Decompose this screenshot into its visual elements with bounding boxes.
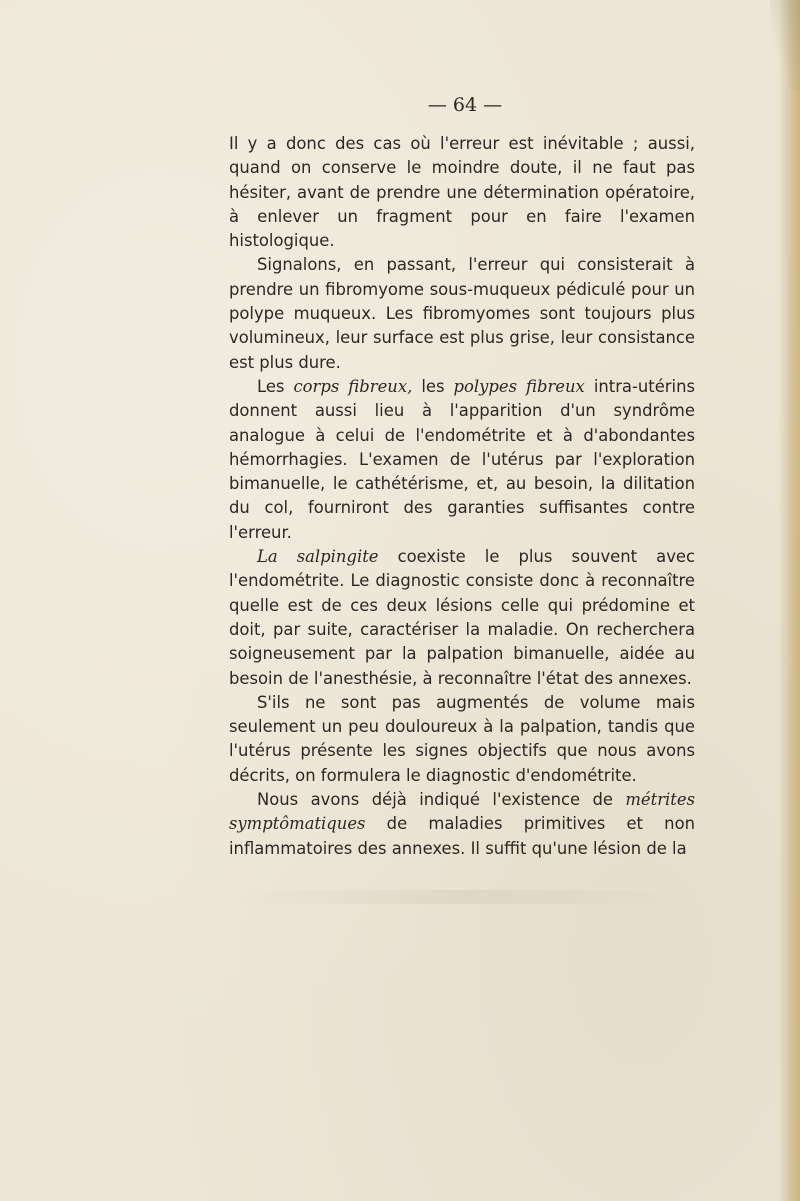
bleed-through-line — [230, 890, 700, 904]
text-run: intra-utérins donnent aussi lieu à l'apparition d'un syndrôme analogue à celui de l'endométrite et à d'abondantes hémorrhagies. L'examen de l'utérus par l'exploration bimanuelle, le cathétérisme, et, au besoin, la dilitation du col, fourniront des garanties suffisantes contre l'erreur. — [229, 376, 696, 542]
paragraph — [229, 788, 695, 861]
text-run: les — [412, 376, 454, 396]
page-corner-stain — [770, 0, 800, 90]
italic-text: corps fibreux, — [293, 376, 413, 396]
italic-text: métrites symptômatiques — [229, 790, 695, 834]
paragraph — [229, 253, 695, 374]
paragraph — [229, 375, 695, 545]
italic-text: La salpingite — [257, 547, 379, 567]
page-number: — 64 — — [427, 94, 503, 116]
text-run: Les — [257, 376, 294, 396]
page-edge-shadow — [778, 0, 800, 1201]
body-text — [229, 132, 695, 861]
text-run: coexiste le plus souvent avec l'endométrite. Le diagnostic consiste donc à reconnaître quelle est de ces deux lésions celle qui prédomine et doit, par suite, caractériser la maladie. On recherchera soigneusement par la palpation bimanuelle, aidée au besoin de l'anesthésie, à reconnaître l'état des annexes. — [229, 547, 695, 688]
text-run: Signalons, en passant, l'erreur qui consisterait à prendre un fibromyome sous-muqueux pédiculé pour un polype muqueux. Les fibromyomes sont toujours plus volumineux, leur surface est plus grise, leur consistance est plus dure. — [229, 255, 695, 372]
text-run: Nous avons déjà indiqué l'existence de — [257, 790, 626, 810]
text-run: Il y a donc des cas où l'erreur est inévitable ; aussi, quand on conserve le moindre doute, il ne faut pas hésiter, avant de prendre une détermination opératoire, à enlever un fragment pour en faire l'examen histologique. — [229, 134, 695, 251]
paragraph — [229, 545, 695, 691]
paragraph — [229, 132, 695, 253]
text-run: S'ils ne sont pas augmentés de volume mais seulement un peu douloureux à la palpation, tandis que l'utérus présente les signes objectifs que nous avons décrits, on formulera le diagnostic d'endométrite. — [229, 692, 695, 785]
italic-text: polypes fibreux — [453, 376, 585, 396]
paragraph — [229, 691, 695, 788]
text-run: de maladies primitives et non inflammatoires des annexes. Il suffit qu'une lésion de la — [229, 814, 695, 858]
